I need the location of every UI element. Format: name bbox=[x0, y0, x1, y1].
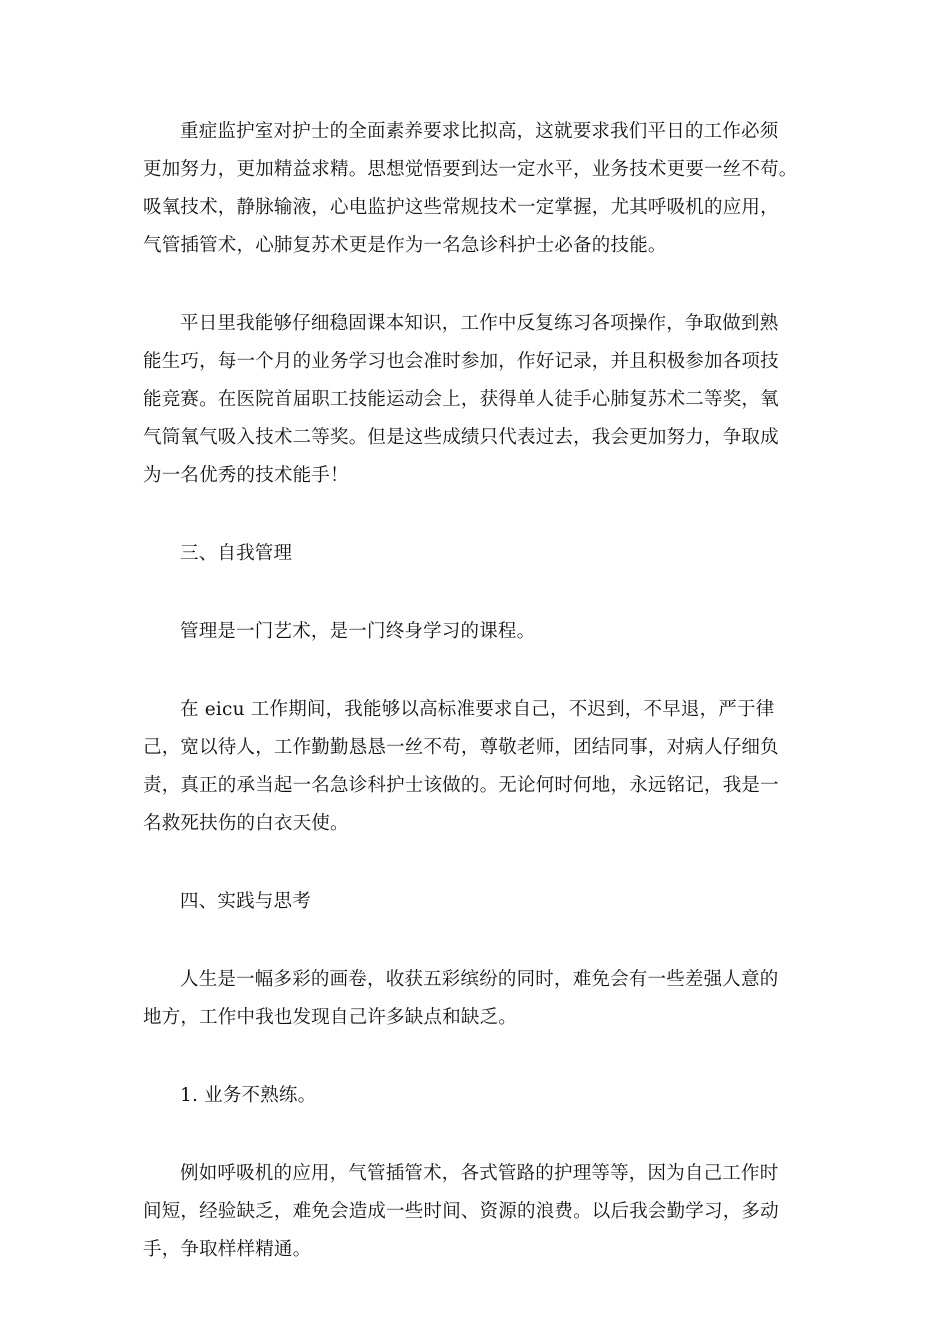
text-line: 重症监护室对护士的全面素养要求比拟高，这就要求我们平日的工作必须 bbox=[180, 121, 779, 142]
text-line: 责，真正的承当起一名急诊科护士该做的。无论何时何地，永远铭记，我是一 bbox=[143, 775, 779, 796]
text-line: 气管插管术，心肺复苏术更是作为一名急诊科护士必备的技能。 bbox=[143, 235, 667, 256]
paragraph-life-picture bbox=[143, 961, 807, 1037]
text-line: 更加努力，更加精益求精。思想觉悟要到达一定水平，业务技术更要一丝不苟。 bbox=[143, 159, 798, 180]
text-line: 己，宽以待人，工作勤勤恳恳一丝不苟，尊敬老师，团结同事，对病人仔细负 bbox=[143, 737, 779, 758]
text-line: 平日里我能够仔细稳固课本知识，工作中反复练习各项操作，争取做到熟 bbox=[180, 313, 779, 334]
text-line: 地方，工作中我也发现自己许多缺点和缺乏。 bbox=[143, 1007, 518, 1028]
text-line: 在 eicu 工作期间，我能够以高标准要求自己，不迟到，不早退，严于律 bbox=[180, 699, 775, 720]
paragraph-icu-requirements bbox=[143, 113, 807, 265]
text-line: 吸氧技术，静脉输液，心电监护这些常规技术一定掌握，尤其呼吸机的应用， bbox=[143, 197, 779, 218]
text-line: 管理是一门艺术，是一门终身学习的课程。 bbox=[180, 621, 536, 642]
list-item-heading-unfamiliar bbox=[143, 1077, 807, 1115]
text-line: 四、实践与思考 bbox=[180, 891, 311, 912]
text-line: 三、自我管理 bbox=[180, 543, 293, 564]
text-line: 1. 业务不熟练。 bbox=[180, 1085, 317, 1106]
text-line: 名救死扶伤的白衣天使。 bbox=[143, 813, 349, 834]
section-heading-self-management bbox=[143, 535, 807, 573]
text-line: 能竞赛。在医院首届职工技能运动会上，获得单人徒手心肺复苏术二等奖，氧 bbox=[143, 389, 779, 410]
text-line: 为一名优秀的技术能手！ bbox=[143, 465, 349, 486]
text-line: 能生巧，每一个月的业务学习也会准时参加，作好记录，并且积极参加各项技 bbox=[143, 351, 779, 372]
paragraph-skills-practice bbox=[143, 305, 807, 495]
text-line: 人生是一幅多彩的画卷，收获五彩缤纷的同时，难免会有一些差强人意的 bbox=[180, 969, 779, 990]
paragraph-ventilator-example bbox=[143, 1155, 807, 1269]
text-line: 间短，经验缺乏，难免会造成一些时间、资源的浪费。以后我会勤学习，多动 bbox=[143, 1201, 779, 1222]
text-line: 例如呼吸机的应用，气管插管术，各式管路的护理等等，因为自己工作时 bbox=[180, 1163, 779, 1184]
paragraph-management-art bbox=[143, 613, 807, 651]
paragraph-eicu-work bbox=[143, 691, 807, 843]
text-line: 气筒氧气吸入技术二等奖。但是这些成绩只代表过去，我会更加努力，争取成 bbox=[143, 427, 779, 448]
document-page bbox=[143, 113, 807, 1309]
text-line: 手，争取样样精通。 bbox=[143, 1239, 312, 1260]
section-heading-practice-reflection bbox=[143, 883, 807, 921]
